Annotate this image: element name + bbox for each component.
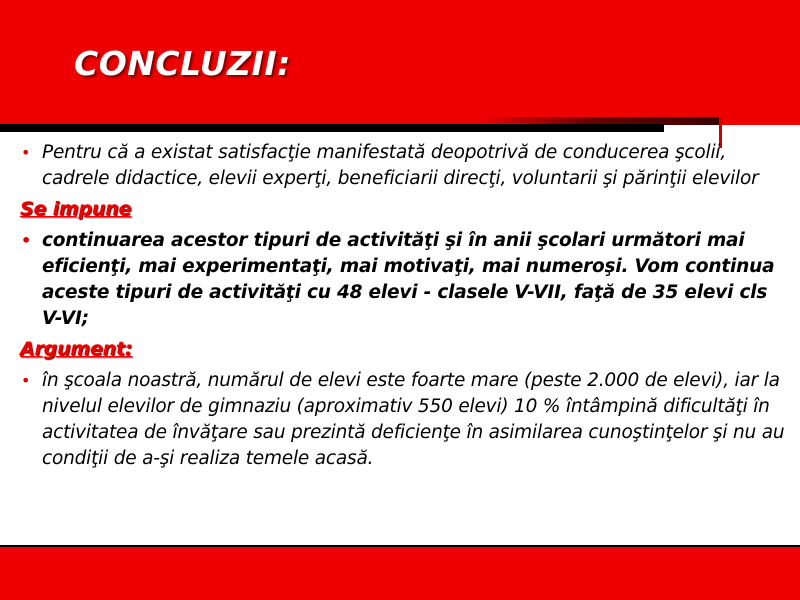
slide-title: CONCLUZII: bbox=[74, 44, 291, 83]
footer-banner bbox=[0, 547, 800, 600]
bullet-dot-icon: • bbox=[21, 371, 31, 390]
bullet-continuation bbox=[20, 228, 788, 332]
bullet-satisfaction bbox=[20, 140, 788, 192]
bullet-text: în şcoala noastră, numărul de elevi este foarte mare (peste 2.000 de elevi), iar la nivelul elevilor de gimnaziu (aproximativ 550 elevi) 10 % întâmpină dificultăţi în activitatea de învăţare sau prezintă deficienţe în asimilarea cunoştinţelor şi nu au condiţii de a-şi realiza temele acasă. bbox=[42, 370, 785, 469]
bullet-text: continuarea acestor tipuri de activităţi şi în anii şcolari următori mai eficienţi, mai experimentaţi, mai motivaţi, mai numeroşi. Vom continua aceste tipuri de activităţi cu 48 elevi - clasele V-VII, faţă de 35 elevi cls V-VI; bbox=[42, 230, 775, 329]
slide-content bbox=[20, 140, 788, 476]
bullet-argument bbox=[20, 368, 788, 472]
bullet-dot-icon: • bbox=[21, 143, 31, 162]
bullet-dot-icon: • bbox=[21, 231, 32, 250]
bullet-text: Pentru că a existat satisfacţie manifestată deopotrivă de conducerea şcolii, cadrele didactice, elevii experţi, beneficiarii direcţi, voluntarii şi părinţii elevilor bbox=[42, 142, 759, 189]
heading-se-impune: Se impune bbox=[20, 198, 132, 220]
heading-argument: Argument: bbox=[20, 338, 133, 360]
title-banner bbox=[0, 0, 800, 125]
header-rule bbox=[0, 124, 664, 132]
